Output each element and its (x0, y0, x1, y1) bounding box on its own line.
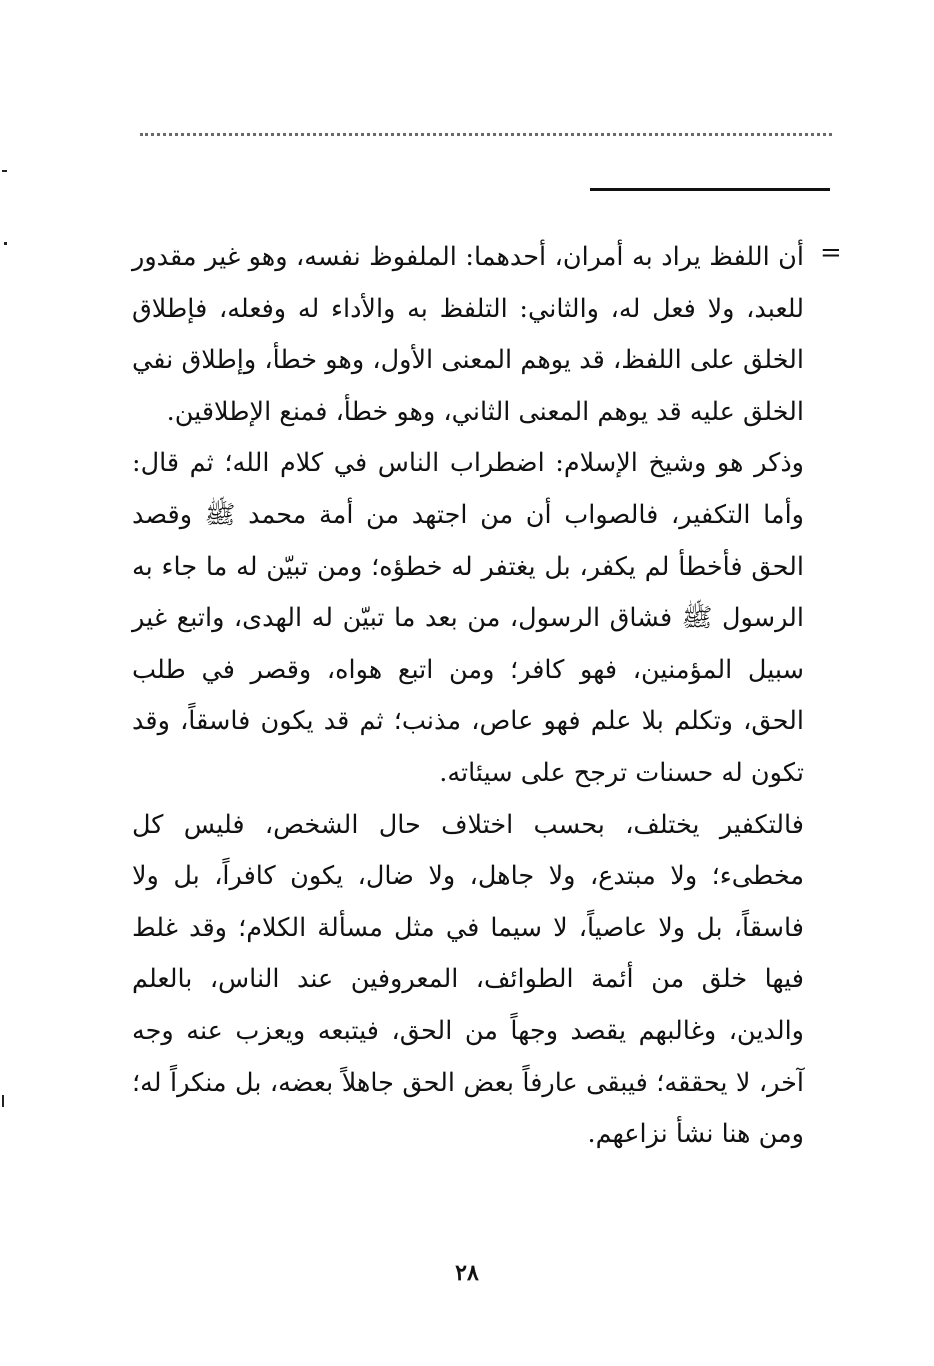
footnote-text (132, 232, 804, 1161)
paragraph-3: فالتكفير يختلف، بحسب اختلاف حال الشخص، فليس كل مخطىء؛ ولا مبتدع، ولا جاهل، ولا ضال، يكون كافراً، بل ولا فاسقاً، بل ولا عاصياً، لا سيما في مثل مسألة الكلام؛ وقد غلط فيها خلق من أئمة الطوائف، المعروفين عند الناس، بالعلم والدين، وغالبهم يقصد وجهاً من الحق، فيتبعه ويعزب عنه وجه آخر، لا يحققه؛ فيبقى عارفاً بعض الحق جاهلاً بعضه، بل منكراً له؛ ومن هنا نشأ نزاعهم. (132, 809, 804, 1150)
edge-speck-upper (4, 242, 7, 245)
edge-speck-lower (2, 1095, 4, 1107)
paragraph-1: أن اللفظ يراد به أمران، أحدهما: الملفوظ نفسه، وهو غير مقدور للعبد، ولا فعل له، والثاني: التلفظ به والأداء له وفعله، فإطلاق الخلق على اللفظ، قد يوهم المعنى الأول، وهو خطأ، وإطلاق نفي الخلق عليه قد يوهم المعنى الثاني، وهو خطأ، فمنع الإطلاقين. (132, 242, 804, 427)
continuation-mark: = (820, 238, 842, 268)
paragraph-2: وذكر هو وشيخ الإسلام: اضطراب الناس في كلام الله؛ ثم قال: وأما التكفير، فالصواب أن من اجتهد من أمة محمد ﷺ وقصد الحق فأخطأ لم يكفر، بل يغتفر له خطؤه؛ ومن تبيّن له ما جاء به الرسول ﷺ فشاق الرسول، من بعد ما تبيّن له الهدى، واتبع غير سبيل المؤمنين، فهو كافر؛ ومن اتبع هواه، وقصر في طلب الحق، وتكلم بلا علم فهو عاص، مذنب؛ ثم قد يكون فاسقاً، وقد تكون له حسنات ترجح على سيئاته. (132, 448, 804, 788)
page-number: ٢٨ (455, 1260, 479, 1286)
dotted-separator (140, 133, 832, 136)
edge-speck-top (2, 170, 7, 172)
footnote-rule (590, 188, 830, 191)
